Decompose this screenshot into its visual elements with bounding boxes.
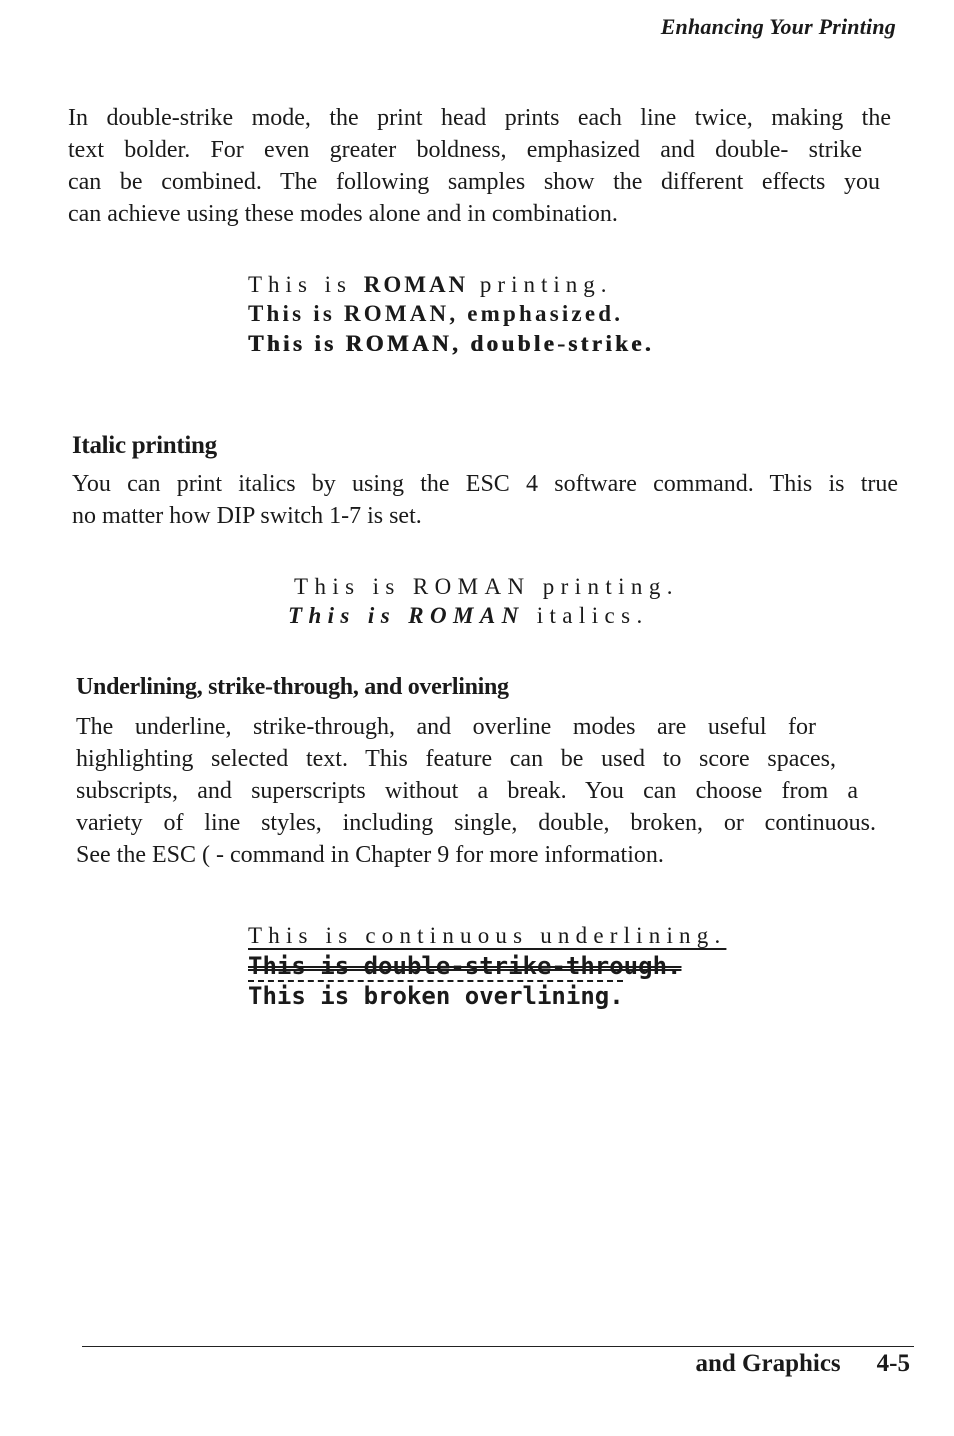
page-footer	[695, 1350, 910, 1378]
running-header: Enhancing Your Printing	[660, 14, 896, 39]
italic-heading: Italic printing	[72, 432, 217, 459]
intro-line: can achieve using these modes alone and in combination.	[68, 201, 618, 227]
italic-paragraph	[72, 468, 898, 532]
sample-continuous-underline: This is continuous underlining.	[248, 923, 727, 948]
sample-roman-prefix: This is	[248, 272, 364, 297]
underline-heading: Underlining, strike-through, and overlining	[76, 674, 509, 700]
footer-section-title: and Graphics	[695, 1350, 841, 1377]
intro-line: text bolder. For even greater boldness, emphasized and double- strike	[68, 137, 862, 163]
sample-roman-suffix: printing.	[468, 272, 613, 297]
underline-paragraph	[76, 711, 876, 871]
sample-italic-suffix: italics.	[524, 603, 649, 628]
sample-double-strike-through: This is double-strike-through.	[248, 952, 682, 980]
underline-line: subscripts, and superscripts without a break. You can choose from a	[76, 778, 858, 804]
intro-line: In double-strike mode, the print head prints each line twice, making the	[68, 105, 891, 131]
sample-italics	[288, 601, 649, 631]
underline-line: See the ESC ( - command in Chapter 9 for more information.	[76, 842, 664, 868]
sample-roman-printing	[248, 270, 613, 300]
page-number: 4-5	[876, 1350, 910, 1377]
sample-roman-emphasized: This is ROMAN, emphasized.	[248, 301, 624, 326]
sample-broken-overline: This is broken overlining.	[248, 982, 624, 1010]
italic-line: You can print italics by using the ESC 4 software command. This is true	[72, 471, 898, 497]
italic-line: no matter how DIP switch 1-7 is set.	[72, 503, 422, 529]
intro-paragraph	[68, 102, 891, 230]
sample-italic-part: This is ROMAN	[288, 603, 525, 628]
underline-line: highlighting selected text. This feature can be used to score spaces,	[76, 746, 836, 772]
underline-line: The underline, strike-through, and overline modes are useful for	[76, 714, 816, 740]
sample-roman-double-strike: This is ROMAN, double-strike.	[248, 331, 654, 356]
sample-italic-roman: This is ROMAN printing.	[294, 574, 679, 599]
underline-line: variety of line styles, including single, double, broken, or continuous.	[76, 810, 876, 836]
footer-rule	[82, 1346, 914, 1347]
intro-line: can be combined. The following samples show the different effects you	[68, 169, 880, 195]
sample-roman-bold-word: ROMAN	[363, 272, 469, 297]
